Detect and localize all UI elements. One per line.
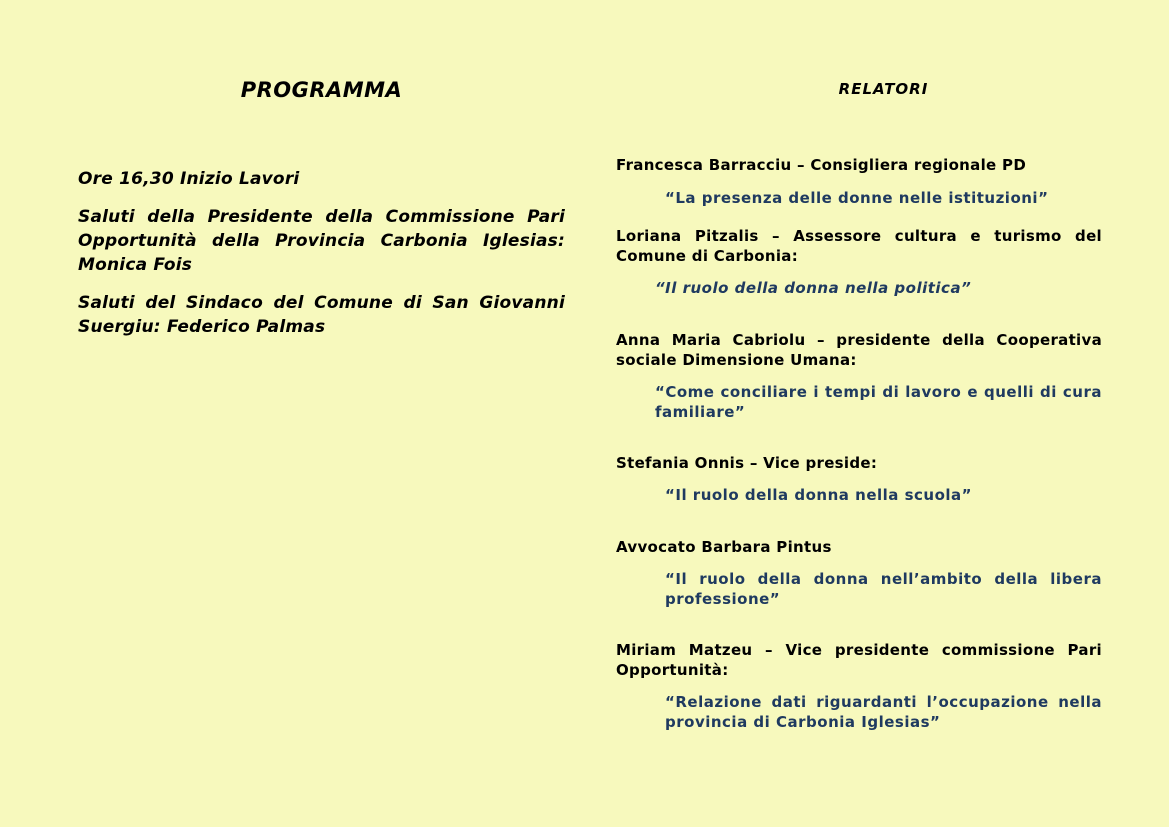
programma-item-saluti-sindaco: Saluti del Sindaco del Comune di San Giovanni Suergiu: Federico Palmas (78, 293, 565, 337)
speaker-talk: “Il ruolo della donna nella politica” (655, 279, 972, 297)
relatori-title: RELATORI (838, 80, 929, 98)
speaker-talk: “La presenza delle donne nelle istituzioni” (665, 189, 1049, 207)
speaker-name: Stefania Onnis – Vice preside: (616, 454, 878, 472)
speaker-name: Anna Maria Cabriolu – presidente della Cooperativa sociale Dimensione Umana: (616, 331, 1102, 369)
speaker-name: Avvocato Barbara Pintus (616, 538, 832, 556)
speaker-name: Loriana Pitzalis – Assessore cultura e turismo del Comune di Carbonia: (616, 227, 1102, 265)
speaker-name: Miriam Matzeu – Vice presidente commissione Pari Opportunità: (616, 641, 1102, 679)
speaker-name: Francesca Barracciu – Consigliera regionale PD (616, 156, 1027, 174)
speaker-talk: “Relazione dati riguardanti l’occupazione nella provincia di Carbonia Iglesias” (665, 693, 1102, 731)
programma-item-inizio: Ore 16,30 Inizio Lavori (78, 169, 300, 189)
programma-title: PROGRAMMA (240, 78, 403, 102)
programma-item-saluti-presidente: Saluti della Presidente della Commissione Pari Opportunità della Provincia Carbonia Iglesias: Monica Fois (78, 207, 565, 275)
speaker-talk: “Il ruolo della donna nell’ambito della libera professione” (665, 570, 1102, 608)
speaker-talk: “Come conciliare i tempi di lavoro e quelli di cura familiare” (655, 383, 1102, 421)
speaker-talk: “Il ruolo della donna nella scuola” (665, 486, 973, 504)
